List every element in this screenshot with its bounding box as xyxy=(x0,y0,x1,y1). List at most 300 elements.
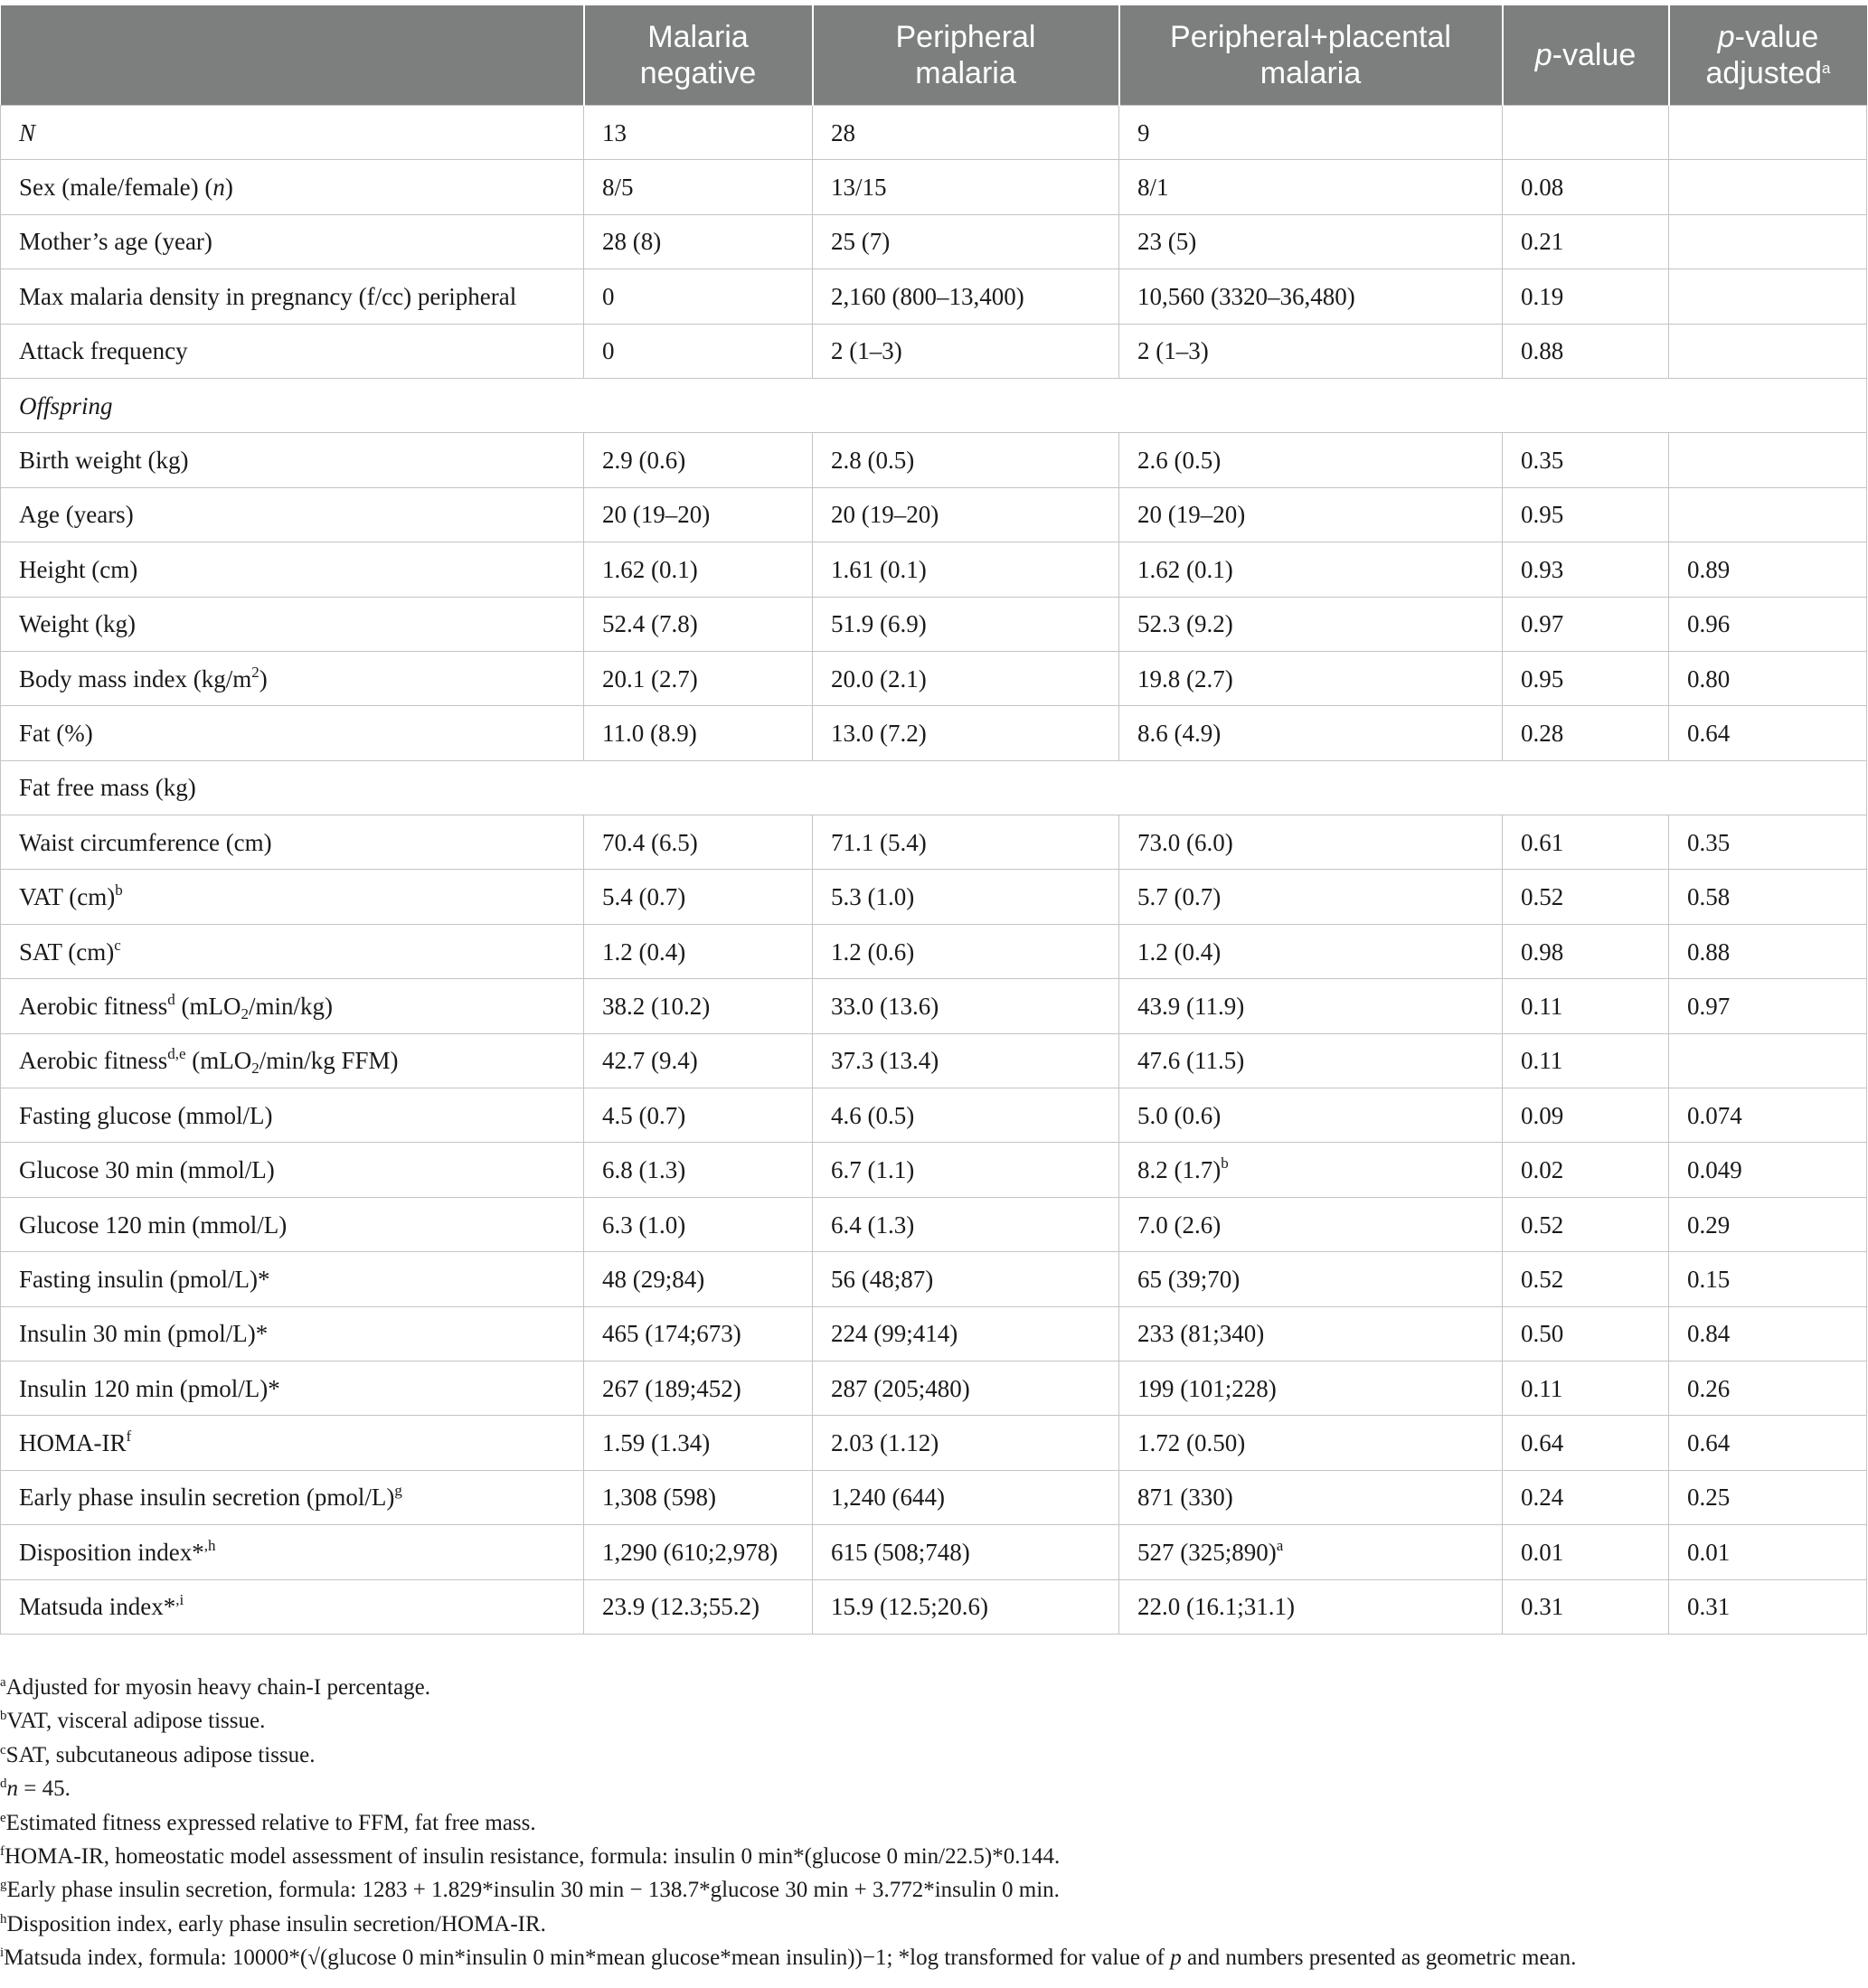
cell-neg xyxy=(584,1197,813,1251)
cell-value: 20 (19–20) xyxy=(831,501,939,529)
footnote-italic: n xyxy=(6,1776,18,1802)
row-label-text: HOMA-IR xyxy=(19,1429,127,1457)
cell-value: 224 (99;414) xyxy=(831,1320,958,1348)
cell-per xyxy=(813,269,1119,324)
row-label xyxy=(1,1252,584,1306)
data-table xyxy=(0,5,1867,1635)
cell-p xyxy=(1503,1306,1669,1361)
cell-pla xyxy=(1119,1252,1503,1306)
cell-pla xyxy=(1119,1579,1503,1634)
row-label-sup: ,i xyxy=(175,1591,184,1609)
cell-value: 23.9 (12.3;55.2) xyxy=(602,1593,759,1621)
header-line: Malaria xyxy=(647,20,749,54)
cell-per xyxy=(813,487,1119,542)
cell-value: 6.7 (1.1) xyxy=(831,1156,915,1184)
cell-padj xyxy=(1669,1525,1867,1579)
table-row xyxy=(1,160,1867,214)
row-label-text: Fat (%) xyxy=(19,719,93,747)
cell-pla xyxy=(1119,1143,1503,1197)
cell-padj xyxy=(1669,1579,1867,1634)
section-title: Offspring xyxy=(19,391,113,419)
row-label xyxy=(1,651,584,705)
footnote-text: Disposition index, early phase insulin secretion/HOMA-IR. xyxy=(6,1911,546,1936)
cell-per xyxy=(813,1579,1119,1634)
cell-value: 0.19 xyxy=(1521,282,1564,310)
header-characteristic xyxy=(1,5,584,106)
cell-value: 0.93 xyxy=(1521,555,1564,583)
row-label xyxy=(1,160,584,214)
cell-value: 4.5 (0.7) xyxy=(602,1101,686,1129)
cell-padj xyxy=(1669,1252,1867,1306)
cell-p xyxy=(1503,214,1669,269)
row-label xyxy=(1,1470,584,1524)
cell-p xyxy=(1503,542,1669,597)
row-label xyxy=(1,324,584,378)
header-line: malaria xyxy=(1259,56,1362,90)
row-label-text: N xyxy=(19,118,36,146)
cell-value: 287 (205;480) xyxy=(831,1374,970,1402)
cell-value: 0.95 xyxy=(1521,501,1564,529)
cell-value: 0.97 xyxy=(1521,610,1564,638)
cell-padj xyxy=(1669,214,1867,269)
cell-neg xyxy=(584,870,813,924)
section-title: Fat free mass (kg) xyxy=(19,774,196,802)
cell-value: 0.97 xyxy=(1687,992,1731,1020)
section-row xyxy=(1,760,1867,815)
row-label-text: Glucose 30 min (mmol/L) xyxy=(19,1156,275,1184)
header-p-rest: -value xyxy=(1552,38,1637,72)
cell-padj xyxy=(1669,433,1867,487)
cell-value: 5.3 (1.0) xyxy=(831,883,915,911)
cell-value: 4.6 (0.5) xyxy=(831,1101,915,1129)
cell-value: 2.03 (1.12) xyxy=(831,1429,939,1457)
row-label xyxy=(1,870,584,924)
table-row xyxy=(1,487,1867,542)
table-row xyxy=(1,924,1867,978)
footnote-text: Early phase insulin secretion, formula: 1283 + 1.829*insulin 30 min − 138.7*glucose 30 min + 3.772*insulin 0 min. xyxy=(6,1878,1060,1903)
cell-padj xyxy=(1669,160,1867,214)
header-p-value xyxy=(1503,5,1669,106)
cell-per xyxy=(813,597,1119,651)
cell-pla xyxy=(1119,1088,1503,1143)
cell-value: 11.0 (8.9) xyxy=(602,719,697,747)
cell-padj xyxy=(1669,542,1867,597)
table-container xyxy=(0,5,1866,1635)
row-label-text: VAT (cm) xyxy=(19,883,116,911)
cell-value: 527 (325;890) xyxy=(1137,1538,1277,1566)
footnote xyxy=(0,1772,1863,1805)
row-label xyxy=(1,214,584,269)
footnote-mark: h xyxy=(0,1911,7,1927)
header-padj-rest: -value xyxy=(1734,20,1819,54)
cell-pla xyxy=(1119,597,1503,651)
cell-value: 0.50 xyxy=(1521,1320,1564,1348)
cell-padj xyxy=(1669,1088,1867,1143)
cell-pla xyxy=(1119,1033,1503,1088)
cell-pla xyxy=(1119,1525,1503,1579)
cell-value: 0.28 xyxy=(1521,719,1564,747)
footnote-mark: b xyxy=(0,1709,7,1724)
cell-value: 20 (19–20) xyxy=(602,501,711,529)
cell-value: 2,160 (800–13,400) xyxy=(831,282,1024,310)
cell-per xyxy=(813,1088,1119,1143)
cell-value: 6.4 (1.3) xyxy=(831,1211,915,1239)
row-label-sub: 2 xyxy=(241,1004,249,1022)
cell-value: 0.01 xyxy=(1687,1538,1731,1566)
row-label-text: Aerobic fitness xyxy=(19,992,168,1020)
header-line: malaria xyxy=(915,56,1016,90)
row-label xyxy=(1,1197,584,1251)
cell-neg xyxy=(584,706,813,760)
cell-pla xyxy=(1119,1470,1503,1524)
table-row xyxy=(1,324,1867,378)
row-label-text: Weight (kg) xyxy=(19,610,137,638)
cell-p xyxy=(1503,1252,1669,1306)
cell-value: 1,240 (644) xyxy=(831,1484,945,1512)
row-label xyxy=(1,979,584,1033)
cell-neg xyxy=(584,1143,813,1197)
cell-pla xyxy=(1119,542,1503,597)
cell-value: 56 (48;87) xyxy=(831,1265,934,1293)
cell-per xyxy=(813,870,1119,924)
row-label xyxy=(1,924,584,978)
cell-neg xyxy=(584,1306,813,1361)
cell-padj xyxy=(1669,1361,1867,1415)
cell-neg xyxy=(584,269,813,324)
table-row xyxy=(1,1525,1867,1579)
cell-neg xyxy=(584,1033,813,1088)
cell-pla xyxy=(1119,487,1503,542)
cell-p xyxy=(1503,706,1669,760)
cell-value: 25 (7) xyxy=(831,228,891,256)
row-label-text: Fasting insulin (pmol/L)* xyxy=(19,1265,270,1293)
cell-value: 1.2 (0.6) xyxy=(831,937,915,966)
header-line: Peripheral xyxy=(895,20,1036,54)
row-label-sup: g xyxy=(394,1482,402,1500)
row-label-sub: 2 xyxy=(251,1060,259,1078)
cell-pla xyxy=(1119,979,1503,1033)
footnote xyxy=(0,1704,1863,1738)
cell-value: 0 xyxy=(602,282,615,310)
footnote-text: Estimated fitness expressed relative to FFM, fat free mass. xyxy=(5,1810,536,1835)
row-label-tail: /min/kg) xyxy=(248,992,333,1020)
cell-per xyxy=(813,324,1119,378)
cell-p xyxy=(1503,870,1669,924)
row-label xyxy=(1,1306,584,1361)
cell-value: 0.35 xyxy=(1521,447,1564,475)
footnote-text: SAT, subcutaneous adipose tissue. xyxy=(5,1742,316,1767)
row-label xyxy=(1,1143,584,1197)
cell-value: 0.80 xyxy=(1687,664,1731,693)
cell-pla xyxy=(1119,433,1503,487)
cell-per xyxy=(813,1416,1119,1470)
table-row xyxy=(1,214,1867,269)
cell-p xyxy=(1503,1579,1669,1634)
footnote xyxy=(0,1873,1863,1907)
cell-per xyxy=(813,106,1119,160)
cell-per xyxy=(813,160,1119,214)
row-label xyxy=(1,433,584,487)
cell-value: 0.29 xyxy=(1687,1211,1731,1239)
cell-pla xyxy=(1119,160,1503,214)
cell-value: 15.9 (12.5;20.6) xyxy=(831,1593,988,1621)
footnote-mark: e xyxy=(0,1810,6,1825)
cell-sup: a xyxy=(1276,1536,1284,1554)
cell-per xyxy=(813,1033,1119,1088)
cell-value: 0.88 xyxy=(1521,337,1564,365)
cell-value: 0.64 xyxy=(1687,719,1731,747)
cell-p xyxy=(1503,979,1669,1033)
row-label xyxy=(1,1088,584,1143)
cell-value: 0.52 xyxy=(1521,1265,1564,1293)
cell-value: 0.24 xyxy=(1521,1484,1564,1512)
footnote xyxy=(0,1671,1863,1704)
cell-padj xyxy=(1669,651,1867,705)
footnote-text: Matsuda index, formula: 10000*(√(glucose 0 min*insulin 0 min*mean glucose*mean insulin))−1; *log transformed for value of xyxy=(4,1946,1171,1971)
cell-p xyxy=(1503,1525,1669,1579)
table-row xyxy=(1,706,1867,760)
section-label xyxy=(1,760,1867,815)
cell-value: 2 (1–3) xyxy=(831,337,902,365)
cell-value: 0.64 xyxy=(1687,1429,1731,1457)
row-label-text: Age (years) xyxy=(19,501,134,529)
cell-value: 8/1 xyxy=(1137,174,1169,202)
cell-pla xyxy=(1119,106,1503,160)
cell-value: 43.9 (11.9) xyxy=(1137,992,1245,1020)
cell-value: 0.31 xyxy=(1521,1593,1564,1621)
cell-value: 8.6 (4.9) xyxy=(1137,719,1222,747)
cell-neg xyxy=(584,1579,813,1634)
cell-value: 48 (29;84) xyxy=(602,1265,705,1293)
header-peripheral-malaria xyxy=(813,5,1119,106)
cell-pla xyxy=(1119,269,1503,324)
row-label xyxy=(1,597,584,651)
cell-value: 267 (189;452) xyxy=(602,1374,741,1402)
cell-value: 0.26 xyxy=(1687,1374,1731,1402)
row-label-sup: d xyxy=(167,990,175,1008)
cell-per xyxy=(813,1470,1119,1524)
footnote-italic: p xyxy=(1170,1946,1182,1971)
cell-value: 0.15 xyxy=(1687,1265,1731,1293)
cell-value: 0.52 xyxy=(1521,1211,1564,1239)
cell-per xyxy=(813,1197,1119,1251)
cell-p xyxy=(1503,1197,1669,1251)
row-label-after: ) xyxy=(224,174,233,202)
cell-value: 0.35 xyxy=(1687,828,1731,856)
cell-neg xyxy=(584,597,813,651)
cell-padj xyxy=(1669,1197,1867,1251)
cell-padj xyxy=(1669,1033,1867,1088)
cell-value: 0.89 xyxy=(1687,555,1731,583)
cell-value: 8.2 (1.7) xyxy=(1137,1156,1222,1184)
cell-p xyxy=(1503,106,1669,160)
cell-pla xyxy=(1119,1361,1503,1415)
cell-value: 0.25 xyxy=(1687,1484,1731,1512)
cell-p xyxy=(1503,487,1669,542)
cell-value: 13/15 xyxy=(831,174,887,202)
cell-p xyxy=(1503,1470,1669,1524)
table-row xyxy=(1,597,1867,651)
cell-value: 0.01 xyxy=(1521,1538,1564,1566)
cell-value: 1.62 (0.1) xyxy=(1137,555,1233,583)
cell-p xyxy=(1503,269,1669,324)
row-label-text: Attack frequency xyxy=(19,337,188,365)
cell-value: 1.62 (0.1) xyxy=(602,555,698,583)
cell-value: 5.7 (0.7) xyxy=(1137,883,1222,911)
cell-pla xyxy=(1119,1416,1503,1470)
cell-value: 8/5 xyxy=(602,174,634,202)
cell-pla xyxy=(1119,815,1503,870)
row-label-after: (mLO xyxy=(185,1047,252,1075)
cell-value: 1.59 (1.34) xyxy=(602,1429,711,1457)
cell-value: 20.0 (2.1) xyxy=(831,664,927,693)
cell-padj xyxy=(1669,924,1867,978)
row-label-text: Disposition index* xyxy=(19,1538,204,1566)
cell-neg xyxy=(584,1470,813,1524)
header-line: Peripheral+placental xyxy=(1170,20,1451,54)
cell-value: 2.8 (0.5) xyxy=(831,447,915,475)
cell-value: 0.02 xyxy=(1521,1156,1564,1184)
cell-neg xyxy=(584,1088,813,1143)
header-p-value-adjusted xyxy=(1669,5,1867,106)
cell-value: 871 (330) xyxy=(1137,1484,1233,1512)
header-padj-line2: adjusted xyxy=(1705,56,1823,90)
cell-padj xyxy=(1669,597,1867,651)
cell-padj xyxy=(1669,1470,1867,1524)
table-row xyxy=(1,1306,1867,1361)
row-label-text: Body mass index (kg/m xyxy=(19,664,252,693)
cell-pla xyxy=(1119,651,1503,705)
cell-value: 0.049 xyxy=(1687,1156,1742,1184)
cell-value: 615 (508;748) xyxy=(831,1538,970,1566)
cell-value: 0.88 xyxy=(1687,937,1731,966)
cell-neg xyxy=(584,651,813,705)
header-padj-italic: p xyxy=(1717,20,1735,54)
row-label-text: SAT (cm) xyxy=(19,937,115,966)
cell-value: 0.21 xyxy=(1521,228,1564,256)
cell-value: 1.72 (0.50) xyxy=(1137,1429,1246,1457)
cell-value: 73.0 (6.0) xyxy=(1137,828,1233,856)
row-label-text: Early phase insulin secretion (pmol/L) xyxy=(19,1484,395,1512)
cell-value: 0.84 xyxy=(1687,1320,1731,1348)
cell-per xyxy=(813,1306,1119,1361)
row-label-text: Sex (male/female) ( xyxy=(19,174,213,202)
cell-neg xyxy=(584,214,813,269)
cell-value: 0.11 xyxy=(1521,1047,1563,1075)
cell-value: 0.52 xyxy=(1521,883,1564,911)
cell-per xyxy=(813,542,1119,597)
footnote-mark: i xyxy=(0,1946,5,1961)
row-label-sup: ,h xyxy=(203,1536,216,1554)
cell-p xyxy=(1503,324,1669,378)
table-row xyxy=(1,1088,1867,1143)
row-label-text: Insulin 120 min (pmol/L)* xyxy=(19,1374,280,1402)
cell-p xyxy=(1503,160,1669,214)
footnote-mark: a xyxy=(0,1675,6,1690)
table-row xyxy=(1,1361,1867,1415)
table-row xyxy=(1,269,1867,324)
row-label-text: Glucose 120 min (mmol/L) xyxy=(19,1211,288,1239)
header-padj-sup: a xyxy=(1822,60,1831,77)
footnote-mark: g xyxy=(0,1878,7,1893)
cell-pla xyxy=(1119,924,1503,978)
cell-pla xyxy=(1119,1306,1503,1361)
cell-neg xyxy=(584,542,813,597)
table-row xyxy=(1,651,1867,705)
cell-value: 23 (5) xyxy=(1137,228,1197,256)
row-label xyxy=(1,487,584,542)
cell-neg xyxy=(584,324,813,378)
footnotes xyxy=(0,1671,1863,1975)
footnote-text: HOMA-IR, homeostatic model assessment of insulin resistance, formula: insulin 0 min*(glucose 0 min/22.5)*0.144. xyxy=(5,1843,1061,1869)
cell-value: 0.58 xyxy=(1687,883,1731,911)
row-label-sup: b xyxy=(115,881,123,900)
table-row xyxy=(1,1579,1867,1634)
row-label xyxy=(1,815,584,870)
footnote xyxy=(0,1941,1863,1974)
table-row xyxy=(1,542,1867,597)
cell-value: 1,308 (598) xyxy=(602,1484,716,1512)
cell-value: 13.0 (7.2) xyxy=(831,719,927,747)
table-row xyxy=(1,979,1867,1033)
cell-padj xyxy=(1669,706,1867,760)
cell-value: 6.3 (1.0) xyxy=(602,1211,686,1239)
cell-value: 0.95 xyxy=(1521,664,1564,693)
cell-value: 199 (101;228) xyxy=(1137,1374,1277,1402)
cell-value: 6.8 (1.3) xyxy=(602,1156,686,1184)
cell-p xyxy=(1503,1143,1669,1197)
cell-value: 465 (174;673) xyxy=(602,1320,741,1348)
cell-padj xyxy=(1669,324,1867,378)
cell-per xyxy=(813,1525,1119,1579)
row-label xyxy=(1,1579,584,1634)
cell-pla xyxy=(1119,870,1503,924)
row-label-text: Max malaria density in pregnancy (f/cc) peripheral xyxy=(19,282,517,310)
cell-per xyxy=(813,651,1119,705)
row-label-sup: d,e xyxy=(167,1045,186,1063)
row-label-text: Waist circumference (cm) xyxy=(19,828,272,856)
cell-value: 9 xyxy=(1137,118,1150,146)
cell-value: 2.9 (0.6) xyxy=(602,447,686,475)
cell-value: 13 xyxy=(602,118,627,146)
cell-value: 0.31 xyxy=(1687,1593,1731,1621)
footnote-text: VAT, visceral adipose tissue. xyxy=(6,1709,266,1734)
cell-neg xyxy=(584,1416,813,1470)
row-label-italic: n xyxy=(212,174,225,202)
row-label-text: Matsuda index* xyxy=(19,1593,176,1621)
cell-value: 0.98 xyxy=(1521,937,1564,966)
cell-value: 1.2 (0.4) xyxy=(602,937,686,966)
row-label-sup: c xyxy=(114,936,121,954)
cell-value: 52.4 (7.8) xyxy=(602,610,698,638)
cell-padj xyxy=(1669,269,1867,324)
cell-value: 20.1 (2.7) xyxy=(602,664,698,693)
table-row xyxy=(1,815,1867,870)
cell-value: 2.6 (0.5) xyxy=(1137,447,1222,475)
cell-value: 0.08 xyxy=(1521,174,1564,202)
cell-value: 1.61 (0.1) xyxy=(831,555,927,583)
footnote xyxy=(0,1806,1863,1840)
cell-value: 33.0 (13.6) xyxy=(831,992,939,1020)
cell-value: 70.4 (6.5) xyxy=(602,828,698,856)
row-label-sup: 2 xyxy=(251,663,259,681)
cell-value: 47.6 (11.5) xyxy=(1137,1047,1245,1075)
cell-value: 65 (39;70) xyxy=(1137,1265,1241,1293)
row-label xyxy=(1,542,584,597)
cell-p xyxy=(1503,651,1669,705)
row-label-text: Insulin 30 min (pmol/L)* xyxy=(19,1320,269,1348)
footnote-mark: c xyxy=(0,1742,6,1757)
